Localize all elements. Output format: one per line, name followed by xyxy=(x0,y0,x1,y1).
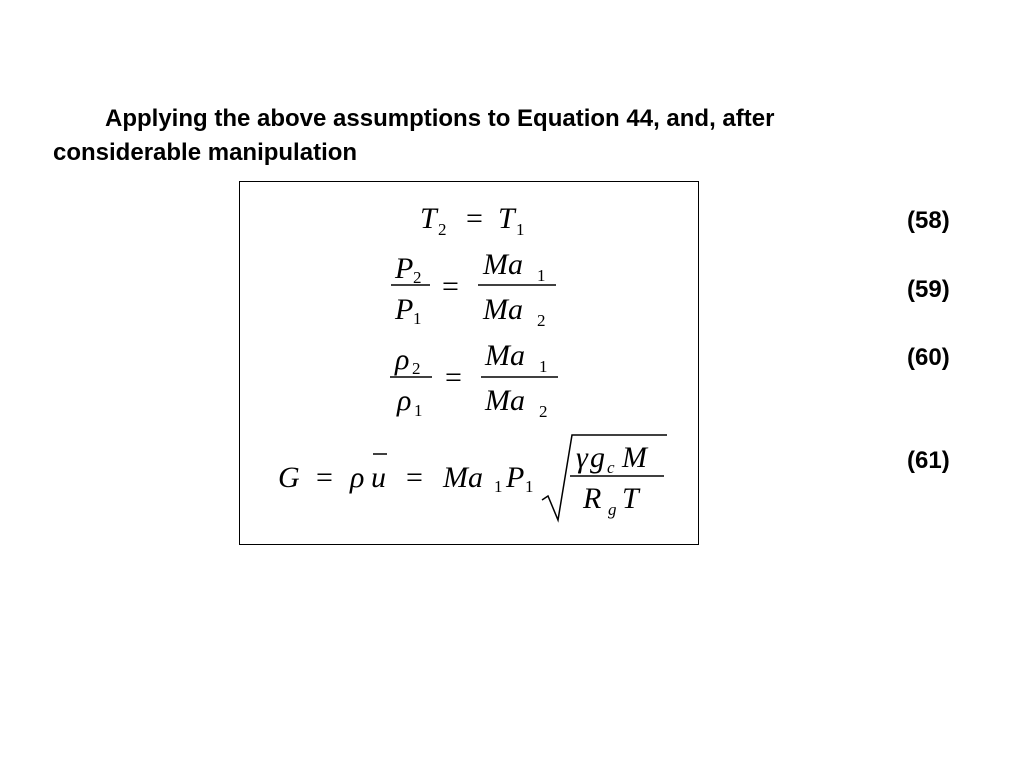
eq59-rhs-numerator: Ma xyxy=(483,248,523,281)
intro-line-2: considerable manipulation xyxy=(53,139,358,166)
equation-number-58: (58) xyxy=(907,207,950,234)
eq58-rhs-sub: 1 xyxy=(516,220,525,239)
equation-58 xyxy=(420,202,525,239)
eq59-lhs-numerator: P xyxy=(395,252,414,285)
eq60-equals: = xyxy=(445,361,462,394)
eq61-r-sub-g: g xyxy=(608,500,617,519)
eq61-gamma: γ xyxy=(576,441,588,474)
equation-60 xyxy=(390,339,558,421)
eq59-equals: = xyxy=(442,270,459,303)
equation-61 xyxy=(278,435,667,520)
eq61-rho: ρ xyxy=(350,461,365,494)
equation-59 xyxy=(391,248,556,330)
eq61-m: M xyxy=(622,441,647,474)
eq60-rhs-denominator-sub: 2 xyxy=(539,402,548,421)
eq60-lhs-numerator-sub: 2 xyxy=(412,359,421,378)
eq58-rhs: T xyxy=(498,202,515,235)
eq59-rhs-numerator-sub: 1 xyxy=(537,266,546,285)
eq61-p-sub: 1 xyxy=(525,477,534,496)
equation-number-61: (61) xyxy=(907,447,950,474)
equation-box xyxy=(239,181,699,545)
eq60-rhs-numerator-sub: 1 xyxy=(539,357,548,376)
eq61-r: R xyxy=(583,482,602,515)
eq60-rhs-denominator: Ma xyxy=(485,384,525,417)
eq60-lhs-denominator-sub: 1 xyxy=(414,401,423,420)
eq61-t: T xyxy=(622,482,639,515)
eq60-lhs-denominator: ρ xyxy=(397,384,412,417)
eq61-g: G xyxy=(278,461,300,494)
eq59-rhs-denominator: Ma xyxy=(483,293,523,326)
eq61-u: u xyxy=(371,461,386,494)
eq61-ma-sub: 1 xyxy=(494,477,503,496)
eq59-rhs-denominator-sub: 2 xyxy=(537,311,546,330)
eq61-ma: Ma xyxy=(443,461,483,494)
eq61-g-small: g xyxy=(590,441,605,474)
eq60-rhs-numerator: Ma xyxy=(485,339,525,372)
equation-number-59: (59) xyxy=(907,276,950,303)
eq58-equals: = xyxy=(466,202,483,235)
equation-canvas xyxy=(240,182,700,546)
intro-paragraph xyxy=(53,102,953,170)
eq61-equals-2: = xyxy=(406,461,423,494)
equation-number-60: (60) xyxy=(907,344,950,371)
eq60-lhs-numerator: ρ xyxy=(395,343,410,376)
intro-line-1: Applying the above assumptions to Equation 44, and, after xyxy=(105,105,775,132)
eq58-lhs: T xyxy=(420,202,437,235)
eq58-lhs-sub: 2 xyxy=(438,220,447,239)
eq61-g-sub-c: c xyxy=(607,458,615,477)
eq59-lhs-denominator-sub: 1 xyxy=(413,309,422,328)
eq59-lhs-denominator: P xyxy=(395,293,414,326)
eq61-p: P xyxy=(506,461,525,494)
eq61-equals-1: = xyxy=(316,461,333,494)
eq59-lhs-numerator-sub: 2 xyxy=(413,268,422,287)
